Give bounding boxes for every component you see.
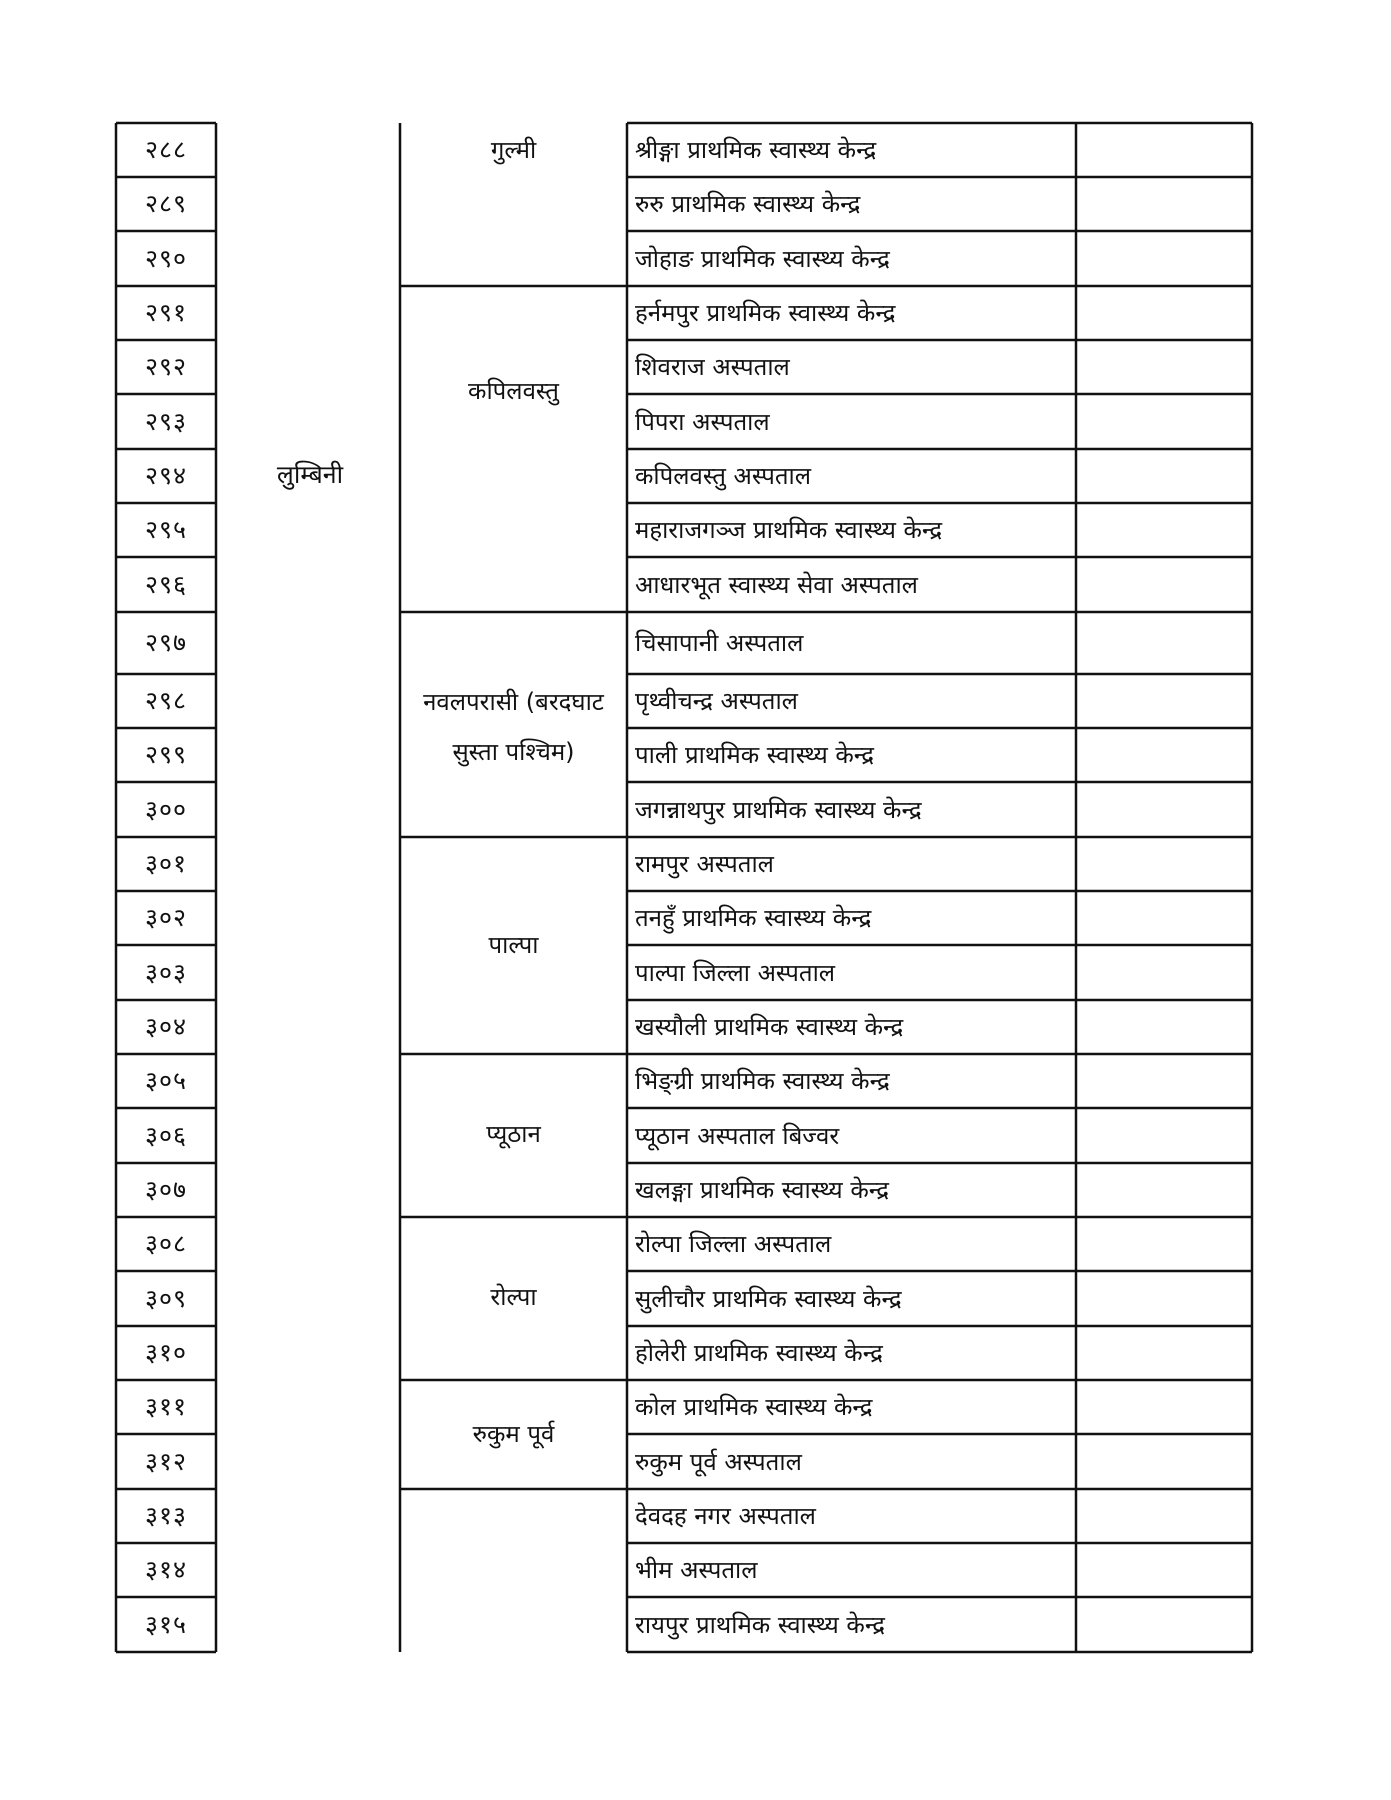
remarks-cell	[1076, 728, 1252, 782]
serial-number: २९७	[144, 628, 187, 658]
serial-number: २९८	[144, 686, 187, 716]
serial-number: २९१	[144, 298, 187, 328]
facility-name: पाली प्राथमिक स्वास्थ्य केन्द्र	[635, 741, 874, 769]
facility-name: कपिलवस्तु अस्पताल	[635, 462, 812, 490]
serial-number: २८८	[144, 135, 187, 165]
serial-number: ३०८	[144, 1229, 187, 1259]
remarks-cell	[1076, 340, 1252, 394]
remarks-cell	[1076, 557, 1252, 612]
serial-number: २९४	[144, 461, 187, 491]
remarks-cell	[1076, 123, 1252, 177]
facility-name: रायपुर प्राथमिक स्वास्थ्य केन्द्र	[635, 1610, 886, 1639]
facility-name: भिङ्ग्री प्राथमिक स्वास्थ्य केन्द्र	[635, 1067, 890, 1095]
serial-number: ३०१	[144, 849, 187, 879]
facility-name: पृथ्वीचन्द्र अस्पताल	[635, 687, 798, 715]
serial-number: ३१४	[144, 1555, 187, 1585]
facility-name: तनहुँ प्राथमिक स्वास्थ्य केन्द्र	[635, 904, 872, 932]
serial-number: २९६	[144, 569, 187, 599]
serial-number: ३१२	[144, 1446, 187, 1476]
province-label: लुम्बिनी	[276, 460, 344, 490]
serial-number: ३०७	[144, 1175, 187, 1205]
serial-number: ३१०	[144, 1338, 187, 1368]
serial-number: ३१५	[144, 1609, 187, 1639]
facility-name: सुलीचौर प्राथमिक स्वास्थ्य केन्द्र	[635, 1284, 902, 1313]
serial-number: ३००	[144, 794, 187, 824]
district-name: कपिलवस्तु	[468, 376, 559, 405]
serial-number: २९९	[144, 740, 187, 770]
facility-name: कोल प्राथमिक स्वास्थ्य केन्द्र	[635, 1393, 873, 1421]
district-name: पाल्पा	[488, 931, 539, 960]
district-name: प्यूठान	[486, 1119, 541, 1148]
remarks-cell	[1076, 1163, 1252, 1217]
facility-name: हर्नमपुर प्राथमिक स्वास्थ्य केन्द्र	[635, 299, 896, 327]
remarks-cell	[1076, 394, 1252, 449]
facility-name: जगन्नाथपुर प्राथमिक स्वास्थ्य केन्द्र	[635, 795, 922, 824]
facility-name: पिपरा अस्पताल	[635, 407, 770, 436]
district-name: गुल्मी	[490, 135, 537, 164]
facility-name: खस्यौली प्राथमिक स्वास्थ्य केन्द्र	[635, 1013, 904, 1041]
serial-number: ३०९	[144, 1283, 187, 1313]
remarks-cell	[1076, 503, 1252, 557]
remarks-cell	[1076, 782, 1252, 837]
facility-name: रामपुर अस्पताल	[635, 850, 774, 878]
facility-name: रुकुम पूर्व अस्पताल	[635, 1447, 802, 1476]
facility-name: पाल्पा जिल्ला अस्पताल	[635, 958, 836, 987]
serial-number: ३०५	[144, 1066, 187, 1096]
district-name: रुकुम पूर्व	[472, 1420, 555, 1449]
facility-name: खलङ्गा प्राथमिक स्वास्थ्य केन्द्र	[635, 1176, 889, 1204]
remarks-cell	[1076, 1108, 1252, 1163]
district-name: रोल्पा	[490, 1282, 537, 1311]
serial-number: २९२	[144, 352, 187, 382]
remarks-cell	[1076, 449, 1252, 503]
serial-number: ३१३	[144, 1501, 187, 1531]
facility-name: प्यूठान अस्पताल बिज्वर	[635, 1121, 840, 1150]
remarks-cell	[1076, 1489, 1252, 1543]
district-name: नवलपरासी (बरदघाट सुस्ता पश्चिम)	[423, 687, 604, 766]
facility-name: होलेरी प्राथमिक स्वास्थ्य केन्द्र	[635, 1339, 883, 1367]
remarks-cell	[1076, 1380, 1252, 1434]
remarks-cell	[1076, 945, 1252, 1000]
serial-number: २९५	[144, 515, 187, 545]
serial-number: ३०४	[144, 1012, 187, 1042]
serial-number: ३०२	[144, 903, 187, 933]
remarks-cell	[1076, 1271, 1252, 1326]
serial-number: ३०३	[144, 957, 187, 987]
serial-number: ३०६	[144, 1120, 187, 1150]
remarks-cell	[1076, 1597, 1252, 1652]
facility-name: चिसापानी अस्पताल	[635, 629, 804, 657]
remarks-cell	[1076, 177, 1252, 231]
facility-name: जोहाङ प्राथमिक स्वास्थ्य केन्द्र	[635, 244, 890, 273]
remarks-cell	[1076, 1000, 1252, 1054]
remarks-cell	[1076, 891, 1252, 945]
facility-name: भीम अस्पताल	[635, 1556, 758, 1584]
serial-number: ३११	[144, 1392, 187, 1422]
remarks-cell	[1076, 612, 1252, 674]
remarks-cell	[1076, 837, 1252, 891]
remarks-cell	[1076, 1543, 1252, 1597]
facility-name: आधारभूत स्वास्थ्य सेवा अस्पताल	[635, 570, 918, 599]
serial-number: २८९	[144, 189, 187, 219]
remarks-cell	[1076, 1054, 1252, 1108]
facility-name: महाराजगञ्ज प्राथमिक स्वास्थ्य केन्द्र	[635, 516, 943, 544]
remarks-cell	[1076, 1434, 1252, 1489]
facility-name: श्रीङ्गा प्राथमिक स्वास्थ्य केन्द्र	[635, 136, 877, 164]
remarks-cell	[1076, 1326, 1252, 1380]
remarks-cell	[1076, 1217, 1252, 1271]
facility-name: देवदह नगर अस्पताल	[635, 1502, 816, 1530]
remarks-cell	[1076, 231, 1252, 286]
remarks-cell	[1076, 674, 1252, 728]
facility-name: रोल्पा जिल्ला अस्पताल	[635, 1230, 832, 1258]
district-name	[408, 1489, 619, 1652]
serial-number: २९०	[144, 243, 187, 273]
facility-name: रुरु प्राथमिक स्वास्थ्य केन्द्र	[635, 190, 861, 218]
facility-name: शिवराज अस्पताल	[635, 353, 790, 381]
remarks-cell	[1076, 286, 1252, 340]
serial-number: २९३	[144, 406, 187, 436]
